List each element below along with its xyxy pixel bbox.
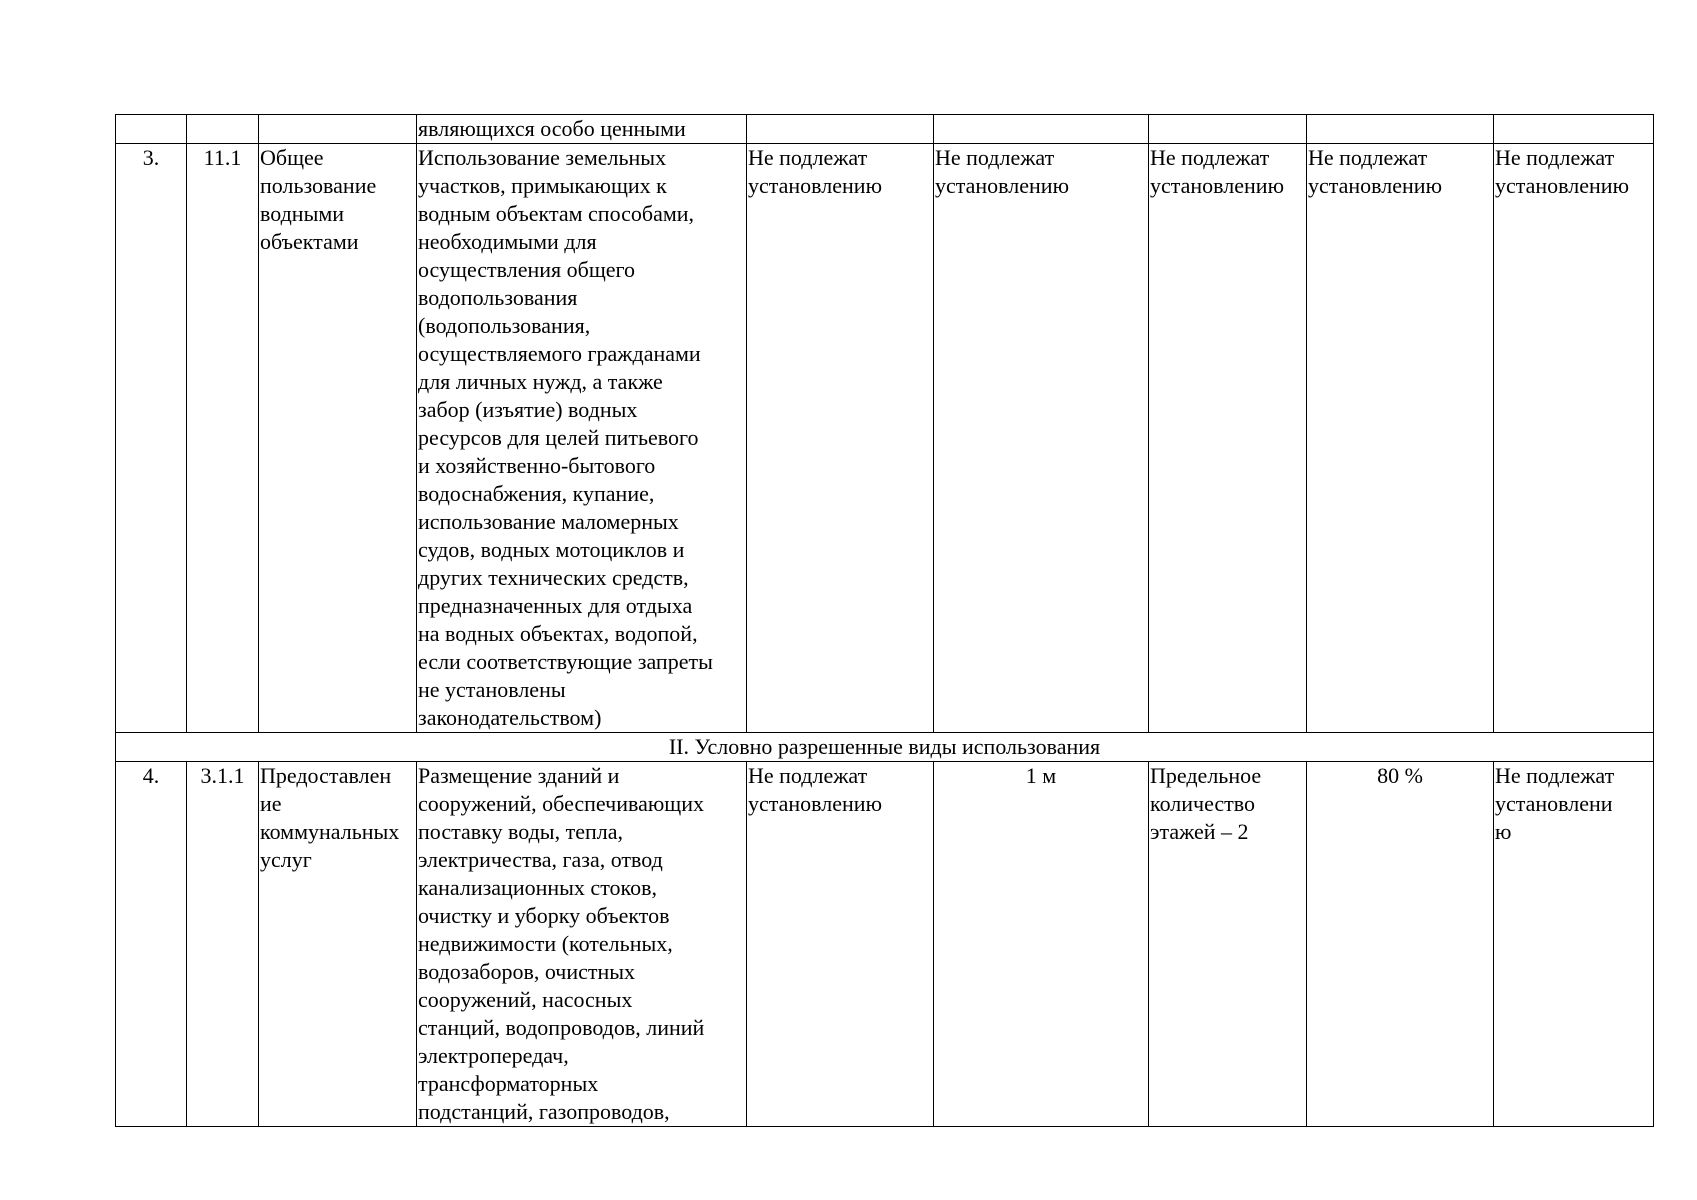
cell-param-7: Не подлежат установлению <box>1149 144 1307 733</box>
cell-empty <box>934 115 1149 144</box>
regulations-table <box>115 114 1654 1127</box>
cell-empty <box>1494 115 1654 144</box>
cell-param-9: Не подлежат установлению <box>1494 144 1654 733</box>
cell-empty <box>1307 115 1494 144</box>
section-heading-row <box>116 733 1654 762</box>
cell-empty <box>747 115 934 144</box>
cell-param-5: Не подлежат установлению <box>747 144 934 733</box>
cell-row-number: 4. <box>116 762 187 1127</box>
cell-code: 11.1 <box>187 144 259 733</box>
cell-param-8: 80 % <box>1307 762 1494 1127</box>
cell-empty <box>259 115 417 144</box>
cell-param-6: 1 м <box>934 762 1149 1127</box>
section-heading: II. Условно разрешенные виды использования <box>116 733 1654 762</box>
continuation-row <box>116 115 1654 144</box>
cell-description: Использование земельных участков, примыкающих к водным объектам способами, необходимыми для осуществления общего водопользования (водопользования, осуществляемого гражданами для личных нужд, а также забор (изъятие) водных ресурсов для целей питьевого и хозяйственно-бытового водоснабжения, купание, использование маломерных судов, водных мотоциклов и других технических средств, предназначенных для отдыха на водных объектах, водопой, если соответствующие запреты не установлены законодательством) <box>417 144 747 733</box>
cell-param-9: Не подлежат установлени ю <box>1494 762 1654 1127</box>
table-row <box>116 762 1654 1127</box>
cell-description: являющихся особо ценными <box>417 115 747 144</box>
cell-empty <box>187 115 259 144</box>
cell-description: Размещение зданий и сооружений, обеспечивающих поставку воды, тепла, электричества, газа, отвод канализационных стоков, очистку и уборку объектов недвижимости (котельных, водозаборов, очистных сооружений, насосных станций, водопроводов, линий электропередач, трансформаторных подстанций, газопроводов, <box>417 762 747 1127</box>
cell-param-5: Не подлежат установлению <box>747 762 934 1127</box>
cell-param-8: Не подлежат установлению <box>1307 144 1494 733</box>
cell-code: 3.1.1 <box>187 762 259 1127</box>
cell-empty <box>1149 115 1307 144</box>
cell-use-name: Общее пользование водными объектами <box>259 144 417 733</box>
cell-use-name: Предоставлен ие коммунальных услуг <box>259 762 417 1127</box>
cell-param-7: Предельное количество этажей – 2 <box>1149 762 1307 1127</box>
cell-empty <box>116 115 187 144</box>
table-row <box>116 144 1654 733</box>
cell-row-number: 3. <box>116 144 187 733</box>
cell-param-6: Не подлежат установлению <box>934 144 1149 733</box>
